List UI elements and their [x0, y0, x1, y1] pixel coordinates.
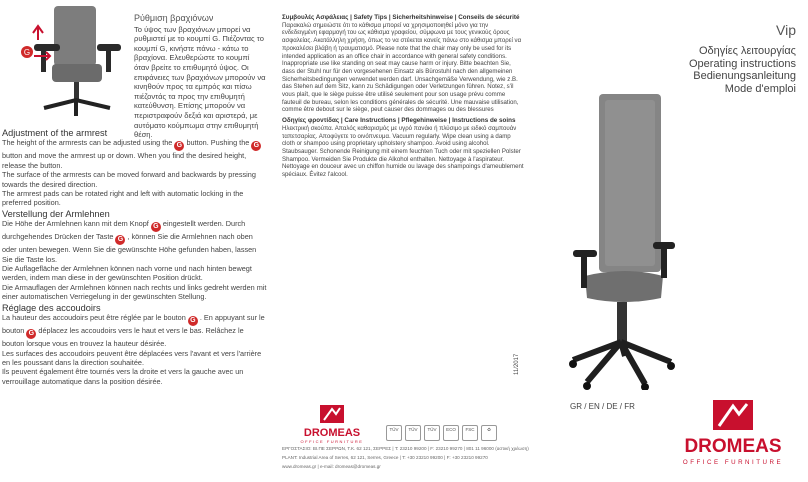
brand-name-large: DROMEAS	[684, 436, 782, 457]
safety-care-column	[282, 14, 524, 182]
address-line-2: PLANT: Industrial Area of Serres, 62 121, Serres, Greece | T: +30 23210 99200 | F: +30 23210 99270	[282, 454, 488, 460]
armrest-instructions	[2, 127, 267, 386]
tuv-cert-icon: TÜV	[424, 425, 440, 441]
dromeas-logo-small	[282, 405, 382, 445]
dromeas-logo-large	[663, 400, 803, 470]
greek-armrest-title: Ρύθμιση βραχιόνων	[134, 13, 214, 23]
safety-heading: Συμβουλές Ασφάλειας | Safety Tips | Sicherheitshinweise | Conseils de sécurité	[282, 14, 520, 21]
care-instructions	[282, 117, 524, 179]
en-paragraph-3: The armrest pads can be rotated right and left with automatic locking in the preferred position.	[2, 189, 244, 208]
de-title: Verstellung der Armlehnen	[2, 208, 110, 219]
g-button-icon: G	[251, 141, 261, 151]
address-line-1: ΕΡΓΟΣΤΑΣΙΟ: ΒΙ.ΠΕ ΣΕΡΡΩΝ, Τ.Κ. 62 121, ΣΕΡΡΕΣ | T: 23210 99200 | F: 23210 99270 | 801 11 96000 (αστική χρέωση)	[282, 446, 529, 451]
languages-list: GR / EN / DE / FR	[570, 402, 635, 411]
tuv-cert-icon: TÜV	[405, 425, 421, 441]
title-greek: Οδηγίες λειτουργίας	[698, 45, 796, 57]
g-button-icon: G	[188, 316, 198, 326]
de-paragraph-2: Die Auflagefläche der Armlehnen können nach vorne und nach hinten bewegt werden, indem man diese in der gewünschten Position drückt.	[2, 264, 252, 283]
eco-cert-icon: ECO	[443, 425, 459, 441]
tuv-cert-icon: TÜV	[386, 425, 402, 441]
brand-tagline: OFFICE FURNITURE	[300, 439, 364, 444]
care-heading: Οδηγίες φροντίδας | Care Instructions | Pflegehinweise | Instructions de soins	[282, 117, 516, 125]
manual-titles	[689, 45, 796, 95]
g-button-icon: G	[115, 235, 125, 245]
certification-badges	[386, 425, 497, 441]
greek-armrest-text: Το ύψος των βραχιόνων μπορεί να ρυθμιστεί με το κουμπί G. Πιέζοντας το κουμπί G, κινήστε πάνω - κάτω το βραχίονα. Ελευθερώστε το κουμπί όταν βρείτε το επιθυμητό ύψος. Οι επιφάνειες των βραχιόνων μπορούν να κινηθούν προς τα εμπρός και πίσω πιέζοντάς τα προς την επιθυμητή κατεύθυνση. Επίσης μπορούν να περιστραφούν δεξιά και αριστερά, με αυτόματο κούμπωμα στην επιθυμητή θέση.	[134, 24, 266, 140]
armrest-chair-illustration	[14, 4, 132, 122]
safety-tips	[282, 14, 524, 114]
fr-paragraph-1: La hauteur des accoudoirs peut être réglée par le bouton G . En appuyant sur le bouton G déplacez les accoudoirs vers le haut et vers le bas. Relâchez le bouton lorsque vous en trouvez la hauteur désirée.	[2, 313, 265, 349]
fr-paragraph-3: Ils peuvent également être tournés vers la droite et vers la gauche avec un verrouillage automatique dans la position désirée.	[2, 367, 244, 386]
g-badge-letter: G	[23, 48, 31, 57]
title-french: Mode d'emploi	[724, 82, 796, 95]
fsc-cert-icon: FSC	[462, 425, 478, 441]
product-title: Vip	[776, 22, 796, 38]
en-paragraph-1: The height of the armrests can be adjusted using the G button. Pushing the G button and move the armrest up or down. When you find the desired height, release the button.	[2, 138, 267, 170]
care-text: Ηλεκτρική σκούπα. Απαλός καθαρισμός με υγρό πανάκι ή πλύσιμο με ειδικό σαμπουάν ταπετσαρίας. Αποφύγετε το οινόπνευμα. Vacuum regularly. Wipe clean using a damp cloth or shampoo using proprietary upholstery shampoo. Avoid using alcohol. Staubsauger. Schonende Reinigung mit einem feuchten Tuch oder mit speziellen Polster Shampoo. Vermeiden Sie Produkte die Alkohol enthalten. Nettoyage à l'aspirateur. Nettoyage en douceur avec un chiffon humide ou lavage des shampoings d'ameublement spéciaux. Évitez l'alcool.	[282, 124, 524, 179]
fr-paragraph-2: Les surfaces des accoudoirs peuvent être déplacées vers l'avant et vers l'arrière en les poussant dans la direction souhaitée.	[2, 348, 262, 367]
de-paragraph-3: Die Armauflagen der Armlehnen können nach rechts und links gedreht werden mit einer automatischen Verriegelung in der gewünschten Stellung.	[2, 282, 267, 302]
brand-tagline-large: OFFICE FURNITURE	[682, 459, 784, 466]
de-paragraph-1: Die Höhe der Armlehnen kann mit dem Knopf G eingestellt werden. Durch durchgehendes Drücken der Taste G , können Sie die Armlehnen nach oben oder unten bewegen. Wenn Sie die gewünschte Höhe gefunden haben, lassen Sie die Taste los.	[2, 219, 257, 264]
g-button-icon: G	[151, 222, 161, 232]
brand-name: DROMEAS	[303, 427, 361, 439]
company-address	[282, 445, 552, 471]
title-english: Operating instructions	[689, 57, 796, 70]
en-paragraph-2: The surface of the armrests can be moved forward and backwards by pressing towards the desired direction.	[2, 170, 256, 189]
vip-chair-image	[565, 90, 675, 390]
en-title: Adjustment of the armrest	[2, 128, 108, 138]
safety-text: Παρακαλώ σημειώστε ότι το κάθισμα μπορεί να χρησιμοποιηθεί μόνο για την ενδεδειγμένη εφαρμογή του ως κάθισμα γραφείου, σύμφωνα με τους γενικούς όρους ασφαλείας. Ακατάλληλη χρήση, όπως το να στέκεται κανείς πάνω στο κάθισμα μπορεί να προκαλέσει βλάβη ή τραυματισμό. Please note that the chair may only be used for its intended application as an office chair in accordance with general safety conditions. Inappropriate use like standing on seat may cause harm or injury. Bitte beachten Sie, dass der Stuhl nur für den vorgesehenen Einsatz als Bürostuhl nach den allgemeinen Sicherheitsbedingungen verwendet werden darf. Unsachgemäße Verwendung, wie z.B. das Stehen auf dem Sitz, kann zu Schädigungen oder Verletzungen führen. Notez, s'il vous plaît, que le siège puisse être utilisé seulement pour son usage prévu comme fauteuil de bureau, selon les conditions générales de sécurité. Une mauvaise utilisation, comme être debout sur le siège, peut causer des dommages ou des blessures	[282, 21, 522, 114]
title-german: Bedienungsanleitung	[693, 70, 796, 83]
g-button-icon: G	[26, 329, 36, 339]
fr-title: Réglage des accoudoirs	[2, 302, 101, 313]
g-button-icon: G	[174, 141, 184, 151]
greek-armrest-instructions	[134, 14, 266, 140]
recycle-cert-icon: ♻	[481, 425, 497, 441]
address-line-3: www.dromeas.gr | e-mail: dromeas@dromeas.gr	[282, 463, 381, 469]
date-code: 11/2017	[514, 353, 520, 375]
